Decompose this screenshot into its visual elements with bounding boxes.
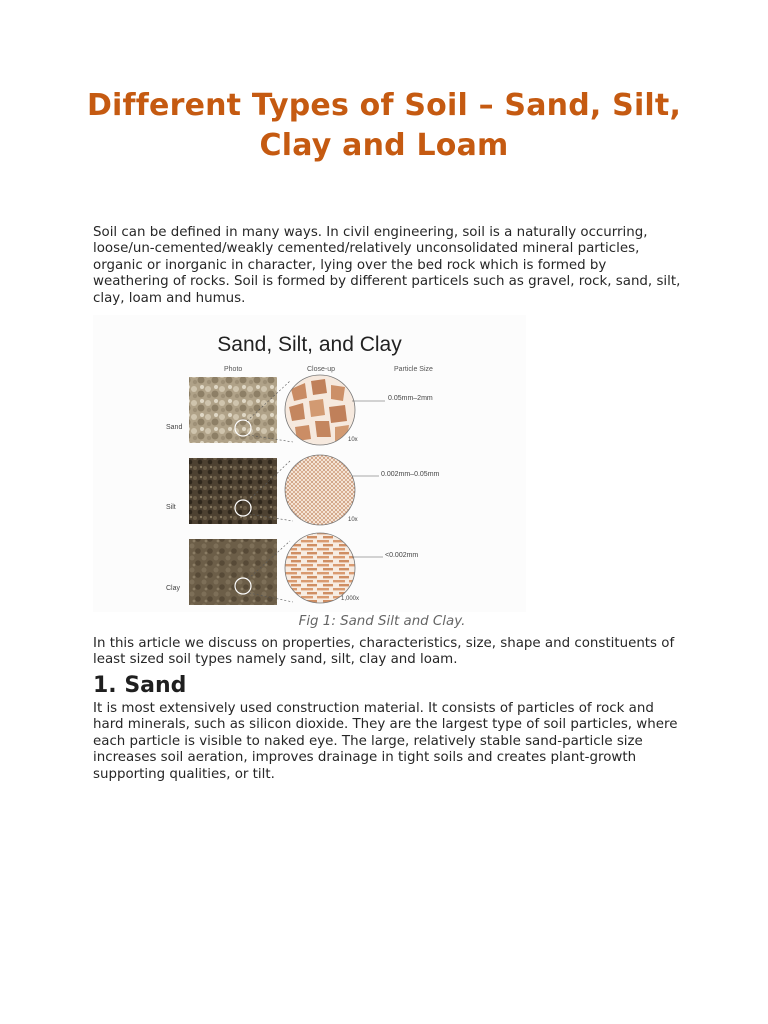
article-title: Different Types of Soil – Sand, Silt, Clay and Loam xyxy=(86,88,682,163)
magnification-sand: 10x xyxy=(348,437,358,443)
size-label-sand: 0.05mm–2mm xyxy=(388,395,433,402)
intro-paragraph: Soil can be defined in many ways. In civil engineering, soil is a naturally occurring, loose/un-cemented/weakly cemented/relatively unconsolidated mineral particles, organic or inorganic in character, lying over the bed rock which is formed by weathering of rocks. Soil is formed by different particels such as gravel, rock, sand, silt, clay, loam and humus. xyxy=(93,225,681,306)
magnification-silt: 10x xyxy=(348,517,358,523)
clay-photo xyxy=(189,539,277,605)
figure-title: Sand, Silt, and Clay xyxy=(217,333,402,356)
row-label-silt: Silt xyxy=(166,504,176,511)
silt-photo xyxy=(189,458,277,524)
sand-photo xyxy=(189,377,277,443)
article-scope-paragraph: In this article we discuss on properties, characteristics, size, shape and constituents of least sized soil types namely sand, silt, clay and loam. xyxy=(93,636,675,668)
size-label-silt: 0.002mm–0.05mm xyxy=(381,471,440,478)
sand-paragraph: It is most extensively used construction material. It consists of particles of rock and hard minerals, such as silicon dioxide. They are the largest type of soil particles, where each particle is visible to naked eye. The large, relatively stable sand-particle size increases soil aeration, improves drainage in tight soils and creates plant-growth supporting qualities, or tilt. xyxy=(93,701,678,782)
row-label-sand: Sand xyxy=(166,424,183,431)
column-size-header: Particle Size xyxy=(394,366,433,373)
soil-figure xyxy=(93,315,526,612)
section-heading-sand: 1. Sand xyxy=(93,673,187,698)
column-photo-header: Photo xyxy=(224,366,243,373)
size-label-clay: <0.002mm xyxy=(385,552,419,559)
soil-figure-graphic xyxy=(93,315,526,612)
magnification-clay: 1,000x xyxy=(341,596,360,602)
figure-caption: Fig 1: Sand Silt and Clay. xyxy=(298,614,466,629)
column-closeup-header: Close-up xyxy=(307,366,336,373)
row-label-clay: Clay xyxy=(166,585,181,592)
